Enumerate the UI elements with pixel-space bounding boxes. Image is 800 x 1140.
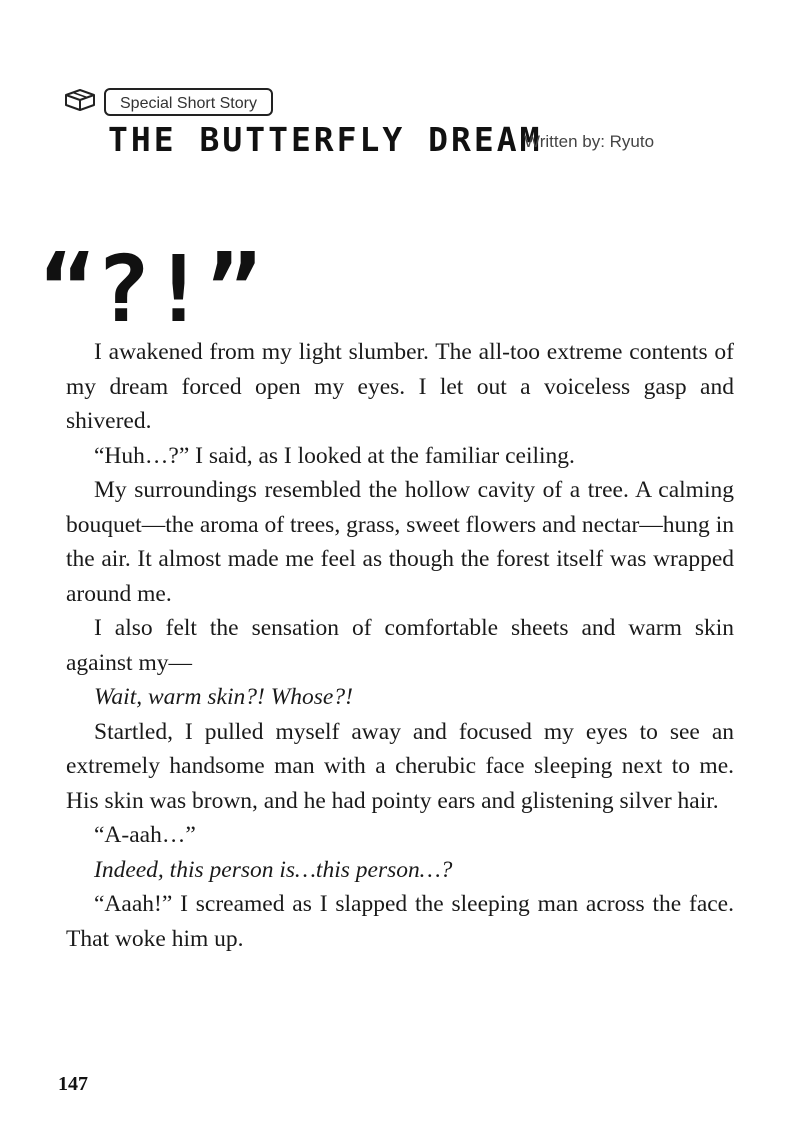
opening-exclamation: “?!” <box>40 236 262 343</box>
box-icon <box>64 88 96 112</box>
story-category-tag: Special Short Story <box>104 88 273 116</box>
paragraph: “A-aah…” <box>94 822 196 848</box>
paragraph: I awakened from my light slumber. The all-too extreme contents of my dream forced open my eyes. I let out a voiceless gasp and shivered. <box>66 339 734 434</box>
paragraph: “Aaah!” I screamed as I slapped the sleeping man across the face. That woke him up. <box>66 891 734 952</box>
paragraph-inner-thought: Wait, warm skin?! Whose?! <box>94 684 353 710</box>
author-credit: Written by: Ryuto <box>524 132 655 151</box>
paragraph-inner-thought: Indeed, this person is…this person…? <box>94 856 453 883</box>
paragraph: My surroundings resembled the hollow cavity of a tree. A calming bouquet—the aroma of trees, grass, sweet flowers and nectar—hung in the air. It almost made me feel as though the forest itself was wrapped around me. <box>66 477 734 607</box>
paragraph: “Huh…?” I said, as I looked at the familiar ceiling. <box>94 442 575 469</box>
story-title: THE BUTTERFLY DREAM <box>108 120 543 159</box>
paragraph: Startled, I pulled myself away and focused my eyes to see an extremely handsome man with a cherubic face sleeping next to me. His skin was brown, and he had pointy ears and glistening silver hair. <box>66 718 734 814</box>
story-body <box>66 335 734 956</box>
paragraph: I also felt the sensation of comfortable sheets and warm skin against my— <box>66 615 734 676</box>
page-number: 147 <box>58 1073 88 1095</box>
